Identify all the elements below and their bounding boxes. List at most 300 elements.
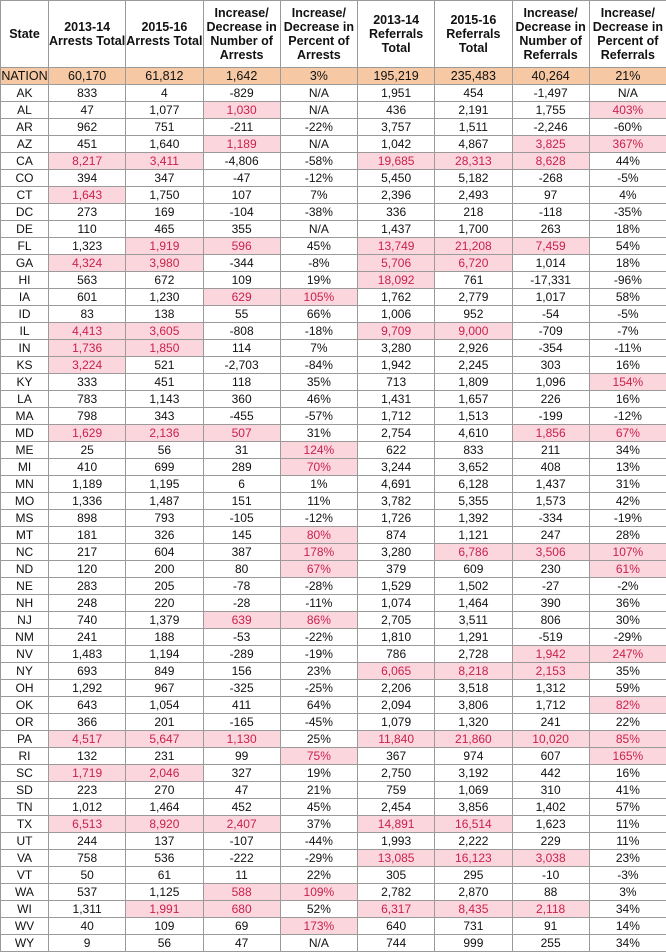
cell-arrests-2013-14: 110 <box>49 221 126 238</box>
cell-referrals-change-number: 247 <box>512 527 589 544</box>
cell-arrests-change-number: -47 <box>203 170 280 187</box>
cell-arrests-change-number: 596 <box>203 238 280 255</box>
cell-referrals-2015-16: 6,786 <box>435 544 512 561</box>
cell-referrals-2015-16: 1,502 <box>435 578 512 595</box>
cell-arrests-2013-14: 283 <box>49 578 126 595</box>
state-cell: FL <box>1 238 49 255</box>
cell-referrals-2013-14: 13,085 <box>358 850 435 867</box>
cell-arrests-2015-16: 326 <box>126 527 203 544</box>
cell-referrals-change-percent: 35% <box>589 663 666 680</box>
table-row <box>1 918 666 935</box>
cell-referrals-change-number: 1,312 <box>512 680 589 697</box>
cell-referrals-2015-16: 2,779 <box>435 289 512 306</box>
cell-referrals-2013-14: 379 <box>358 561 435 578</box>
cell-arrests-change-percent: -38% <box>280 204 357 221</box>
cell-referrals-2015-16: 2,728 <box>435 646 512 663</box>
cell-arrests-change-number: 109 <box>203 272 280 289</box>
cell-referrals-change-percent: N/A <box>589 85 666 102</box>
state-cell: OR <box>1 714 49 731</box>
cell-referrals-2015-16: 2,222 <box>435 833 512 850</box>
cell-arrests-2013-14: 181 <box>49 527 126 544</box>
cell-arrests-change-percent: 21% <box>280 782 357 799</box>
cell-referrals-2013-14: 744 <box>358 935 435 952</box>
cell-arrests-2015-16: 521 <box>126 357 203 374</box>
cell-referrals-change-number: 8,628 <box>512 153 589 170</box>
cell-arrests-2013-14: 217 <box>49 544 126 561</box>
cell-referrals-change-number: 3,506 <box>512 544 589 561</box>
state-cell: AR <box>1 119 49 136</box>
cell-referrals-change-percent: 4% <box>589 187 666 204</box>
table-row <box>1 136 666 153</box>
cell-referrals-change-number: -2,246 <box>512 119 589 136</box>
cell-referrals-change-percent: 82% <box>589 697 666 714</box>
cell-arrests-change-percent: N/A <box>280 935 357 952</box>
cell-arrests-change-percent: 80% <box>280 527 357 544</box>
cell-referrals-2013-14: 13,749 <box>358 238 435 255</box>
cell-referrals-change-percent: 11% <box>589 816 666 833</box>
cell-referrals-2015-16: 28,313 <box>435 153 512 170</box>
cell-referrals-2013-14: 1,437 <box>358 221 435 238</box>
cell-referrals-change-percent: 41% <box>589 782 666 799</box>
cell-arrests-change-number: -808 <box>203 323 280 340</box>
cell-arrests-change-percent: -28% <box>280 578 357 595</box>
cell-referrals-change-number: 1,712 <box>512 697 589 714</box>
column-header-referrals-2015-16: 2015-16 Referrals Total <box>435 1 512 68</box>
cell-referrals-2013-14: 2,750 <box>358 765 435 782</box>
cell-arrests-2013-14: 4,324 <box>49 255 126 272</box>
cell-referrals-change-percent: 85% <box>589 731 666 748</box>
column-header-arrests-2013-14: 2013-14 Arrests Total <box>49 1 126 68</box>
cell-arrests-2013-14: 120 <box>49 561 126 578</box>
cell-referrals-change-percent: 61% <box>589 561 666 578</box>
table-row <box>1 187 666 204</box>
state-cell: WV <box>1 918 49 935</box>
cell-arrests-change-number: -2,703 <box>203 357 280 374</box>
cell-referrals-change-number: 241 <box>512 714 589 731</box>
cell-referrals-2013-14: 1,942 <box>358 357 435 374</box>
state-cell: NH <box>1 595 49 612</box>
cell-arrests-change-number: 151 <box>203 493 280 510</box>
cell-arrests-2015-16: 1,464 <box>126 799 203 816</box>
cell-arrests-2015-16: 2,046 <box>126 765 203 782</box>
cell-referrals-change-number: 91 <box>512 918 589 935</box>
cell-referrals-change-percent: -5% <box>589 170 666 187</box>
cell-arrests-change-number: 289 <box>203 459 280 476</box>
cell-referrals-2015-16: 1,069 <box>435 782 512 799</box>
cell-arrests-2015-16: 1,143 <box>126 391 203 408</box>
cell-arrests-change-number: 31 <box>203 442 280 459</box>
cell-referrals-change-percent: -2% <box>589 578 666 595</box>
cell-referrals-change-number: -10 <box>512 867 589 884</box>
cell-referrals-change-percent: -7% <box>589 323 666 340</box>
cell-referrals-change-percent: 367% <box>589 136 666 153</box>
cell-referrals-change-number: 2,153 <box>512 663 589 680</box>
cell-arrests-2013-14: 366 <box>49 714 126 731</box>
cell-arrests-2015-16: 56 <box>126 935 203 952</box>
cell-arrests-change-number: -289 <box>203 646 280 663</box>
cell-arrests-change-percent: 173% <box>280 918 357 935</box>
cell-referrals-change-percent: 154% <box>589 374 666 391</box>
column-header-state: State <box>1 1 49 68</box>
cell-referrals-change-percent: 14% <box>589 918 666 935</box>
cell-referrals-2013-14: 6,065 <box>358 663 435 680</box>
cell-referrals-2013-14: 1,762 <box>358 289 435 306</box>
cell-referrals-change-number: 10,020 <box>512 731 589 748</box>
cell-referrals-change-number: 88 <box>512 884 589 901</box>
cell-referrals-2015-16: 21,208 <box>435 238 512 255</box>
cell-arrests-change-percent: 64% <box>280 697 357 714</box>
cell-arrests-2013-14: 248 <box>49 595 126 612</box>
state-cell: NC <box>1 544 49 561</box>
cell-arrests-change-number: 327 <box>203 765 280 782</box>
cell-referrals-2013-14: 2,705 <box>358 612 435 629</box>
cell-arrests-change-number: 639 <box>203 612 280 629</box>
cell-referrals-change-number: -54 <box>512 306 589 323</box>
cell-arrests-2015-16: 536 <box>126 850 203 867</box>
cell-referrals-change-percent: -35% <box>589 204 666 221</box>
cell-referrals-2013-14: 2,094 <box>358 697 435 714</box>
state-cell: HI <box>1 272 49 289</box>
cell-referrals-2015-16: 6,128 <box>435 476 512 493</box>
cell-referrals-2013-14: 1,529 <box>358 578 435 595</box>
cell-referrals-change-percent: 3% <box>589 884 666 901</box>
cell-arrests-2015-16: 1,054 <box>126 697 203 714</box>
cell-referrals-2015-16: 9,000 <box>435 323 512 340</box>
table-row <box>1 833 666 850</box>
cell-referrals-change-percent: 59% <box>589 680 666 697</box>
cell-arrests-change-percent: -12% <box>280 170 357 187</box>
cell-referrals-change-number: -17,331 <box>512 272 589 289</box>
cell-arrests-change-number: 355 <box>203 221 280 238</box>
cell-referrals-change-number: 310 <box>512 782 589 799</box>
cell-arrests-change-number: 1,642 <box>203 68 280 85</box>
cell-arrests-change-number: 588 <box>203 884 280 901</box>
cell-referrals-2013-14: 1,079 <box>358 714 435 731</box>
state-cell: WA <box>1 884 49 901</box>
table-row <box>1 748 666 765</box>
state-cell: KS <box>1 357 49 374</box>
cell-arrests-change-number: 360 <box>203 391 280 408</box>
cell-arrests-change-number: -455 <box>203 408 280 425</box>
cell-arrests-2015-16: 61 <box>126 867 203 884</box>
cell-arrests-2015-16: 1,195 <box>126 476 203 493</box>
cell-referrals-change-number: 1,402 <box>512 799 589 816</box>
cell-arrests-change-percent: -57% <box>280 408 357 425</box>
cell-referrals-2015-16: 3,511 <box>435 612 512 629</box>
cell-referrals-2013-14: 3,757 <box>358 119 435 136</box>
cell-arrests-2013-14: 394 <box>49 170 126 187</box>
state-cell: MS <box>1 510 49 527</box>
state-cell: DE <box>1 221 49 238</box>
table-row <box>1 408 666 425</box>
cell-arrests-2015-16: 849 <box>126 663 203 680</box>
cell-referrals-2015-16: 2,926 <box>435 340 512 357</box>
cell-referrals-2015-16: 8,218 <box>435 663 512 680</box>
table-row <box>1 476 666 493</box>
cell-arrests-change-number: 11 <box>203 867 280 884</box>
cell-referrals-2015-16: 16,123 <box>435 850 512 867</box>
cell-arrests-change-percent: 19% <box>280 272 357 289</box>
cell-referrals-2013-14: 3,782 <box>358 493 435 510</box>
cell-arrests-2015-16: 137 <box>126 833 203 850</box>
cell-referrals-2013-14: 1,726 <box>358 510 435 527</box>
cell-arrests-change-number: 99 <box>203 748 280 765</box>
cell-arrests-change-number: 145 <box>203 527 280 544</box>
cell-arrests-change-percent: 75% <box>280 748 357 765</box>
cell-referrals-change-number: 40,264 <box>512 68 589 85</box>
cell-referrals-2015-16: 761 <box>435 272 512 289</box>
cell-arrests-2013-14: 50 <box>49 867 126 884</box>
cell-referrals-2015-16: 5,182 <box>435 170 512 187</box>
cell-referrals-2013-14: 336 <box>358 204 435 221</box>
cell-arrests-2013-14: 1,336 <box>49 493 126 510</box>
cell-arrests-2015-16: 3,411 <box>126 153 203 170</box>
cell-arrests-2013-14: 643 <box>49 697 126 714</box>
cell-arrests-2013-14: 451 <box>49 136 126 153</box>
cell-arrests-2015-16: 201 <box>126 714 203 731</box>
cell-referrals-change-number: 390 <box>512 595 589 612</box>
cell-referrals-2015-16: 4,610 <box>435 425 512 442</box>
table-row <box>1 221 666 238</box>
cell-arrests-change-number: 114 <box>203 340 280 357</box>
cell-referrals-change-number: -519 <box>512 629 589 646</box>
cell-arrests-change-percent: -11% <box>280 595 357 612</box>
cell-referrals-2013-14: 11,840 <box>358 731 435 748</box>
cell-referrals-change-percent: -5% <box>589 306 666 323</box>
table-row <box>1 357 666 374</box>
cell-referrals-change-number: -1,497 <box>512 85 589 102</box>
cell-arrests-2015-16: 231 <box>126 748 203 765</box>
state-cell: OK <box>1 697 49 714</box>
cell-referrals-2013-14: 1,993 <box>358 833 435 850</box>
state-cell: TN <box>1 799 49 816</box>
cell-arrests-2015-16: 451 <box>126 374 203 391</box>
cell-referrals-2013-14: 367 <box>358 748 435 765</box>
cell-arrests-change-number: -107 <box>203 833 280 850</box>
cell-referrals-change-percent: 165% <box>589 748 666 765</box>
state-cell: SC <box>1 765 49 782</box>
cell-referrals-change-percent: 16% <box>589 765 666 782</box>
cell-referrals-2013-14: 5,706 <box>358 255 435 272</box>
state-cell: NATION <box>1 68 49 85</box>
cell-arrests-change-number: 680 <box>203 901 280 918</box>
column-header-referrals-change-percent: Increase/ Decrease in Percent of Referrals <box>589 1 666 68</box>
cell-referrals-change-number: 2,118 <box>512 901 589 918</box>
cell-referrals-change-percent: 247% <box>589 646 666 663</box>
cell-arrests-change-percent: 1% <box>280 476 357 493</box>
cell-referrals-2015-16: 2,245 <box>435 357 512 374</box>
cell-arrests-change-percent: 86% <box>280 612 357 629</box>
state-cell: CO <box>1 170 49 187</box>
cell-referrals-2013-14: 19,685 <box>358 153 435 170</box>
cell-referrals-change-number: 3,825 <box>512 136 589 153</box>
cell-arrests-2013-14: 4,413 <box>49 323 126 340</box>
cell-arrests-change-percent: 25% <box>280 731 357 748</box>
cell-referrals-2015-16: 1,464 <box>435 595 512 612</box>
table-row <box>1 816 666 833</box>
cell-referrals-change-number: 1,017 <box>512 289 589 306</box>
table-row <box>1 697 666 714</box>
cell-arrests-change-percent: 37% <box>280 816 357 833</box>
column-header-referrals-2013-14: 2013-14 Referrals Total <box>358 1 435 68</box>
cell-referrals-change-percent: 28% <box>589 527 666 544</box>
cell-arrests-change-percent: -22% <box>280 119 357 136</box>
cell-referrals-2013-14: 305 <box>358 867 435 884</box>
cell-arrests-2013-14: 273 <box>49 204 126 221</box>
column-header-arrests-2015-16: 2015-16 Arrests Total <box>126 1 203 68</box>
state-cell: MO <box>1 493 49 510</box>
cell-referrals-2013-14: 2,782 <box>358 884 435 901</box>
cell-referrals-change-number: 263 <box>512 221 589 238</box>
cell-arrests-2015-16: 1,750 <box>126 187 203 204</box>
cell-arrests-change-number: -105 <box>203 510 280 527</box>
cell-referrals-2015-16: 2,493 <box>435 187 512 204</box>
cell-referrals-change-number: 1,623 <box>512 816 589 833</box>
cell-arrests-2015-16: 967 <box>126 680 203 697</box>
cell-referrals-change-percent: 16% <box>589 357 666 374</box>
cell-arrests-2015-16: 1,487 <box>126 493 203 510</box>
cell-referrals-2013-14: 4,691 <box>358 476 435 493</box>
cell-referrals-change-number: -709 <box>512 323 589 340</box>
table-row <box>1 85 666 102</box>
table-row <box>1 391 666 408</box>
cell-referrals-2015-16: 609 <box>435 561 512 578</box>
cell-arrests-change-percent: -18% <box>280 323 357 340</box>
cell-arrests-change-number: 156 <box>203 663 280 680</box>
table-row <box>1 663 666 680</box>
cell-referrals-2013-14: 195,219 <box>358 68 435 85</box>
state-cell: UT <box>1 833 49 850</box>
state-cell: PA <box>1 731 49 748</box>
cell-arrests-2015-16: 56 <box>126 442 203 459</box>
table-row <box>1 782 666 799</box>
cell-arrests-change-number: 411 <box>203 697 280 714</box>
cell-arrests-change-number: 2,407 <box>203 816 280 833</box>
cell-referrals-change-percent: 44% <box>589 153 666 170</box>
cell-referrals-change-number: 1,856 <box>512 425 589 442</box>
cell-referrals-change-percent: -12% <box>589 408 666 425</box>
cell-arrests-2013-14: 1,719 <box>49 765 126 782</box>
cell-arrests-change-percent: N/A <box>280 102 357 119</box>
state-cell: OH <box>1 680 49 697</box>
cell-arrests-change-number: -78 <box>203 578 280 595</box>
cell-arrests-2013-14: 3,224 <box>49 357 126 374</box>
cell-arrests-2013-14: 241 <box>49 629 126 646</box>
cell-arrests-2013-14: 223 <box>49 782 126 799</box>
table-row <box>1 646 666 663</box>
cell-arrests-2013-14: 132 <box>49 748 126 765</box>
table-row <box>1 612 666 629</box>
table-row <box>1 901 666 918</box>
cell-arrests-2015-16: 8,920 <box>126 816 203 833</box>
table-row <box>1 561 666 578</box>
cell-referrals-2013-14: 874 <box>358 527 435 544</box>
table-row <box>1 714 666 731</box>
table-row <box>1 255 666 272</box>
cell-arrests-change-percent: -22% <box>280 629 357 646</box>
cell-arrests-2015-16: 138 <box>126 306 203 323</box>
cell-arrests-change-number: 55 <box>203 306 280 323</box>
table-row <box>1 850 666 867</box>
cell-referrals-change-percent: 34% <box>589 901 666 918</box>
cell-arrests-2015-16: 1,194 <box>126 646 203 663</box>
cell-referrals-change-number: 408 <box>512 459 589 476</box>
cell-referrals-change-percent: 21% <box>589 68 666 85</box>
cell-arrests-change-percent: -58% <box>280 153 357 170</box>
table-row <box>1 119 666 136</box>
cell-arrests-change-percent: -29% <box>280 850 357 867</box>
cell-arrests-2015-16: 61,812 <box>126 68 203 85</box>
cell-referrals-change-percent: 30% <box>589 612 666 629</box>
cell-arrests-2013-14: 333 <box>49 374 126 391</box>
cell-referrals-change-number: 255 <box>512 935 589 952</box>
cell-referrals-change-number: 1,942 <box>512 646 589 663</box>
cell-referrals-2015-16: 731 <box>435 918 512 935</box>
state-cell: SD <box>1 782 49 799</box>
state-cell: NE <box>1 578 49 595</box>
cell-referrals-change-percent: 403% <box>589 102 666 119</box>
cell-referrals-2015-16: 1,513 <box>435 408 512 425</box>
cell-referrals-change-number: -354 <box>512 340 589 357</box>
cell-arrests-change-percent: 105% <box>280 289 357 306</box>
cell-referrals-2015-16: 6,720 <box>435 255 512 272</box>
cell-arrests-2013-14: 1,323 <box>49 238 126 255</box>
cell-referrals-2015-16: 3,856 <box>435 799 512 816</box>
table-row <box>1 323 666 340</box>
cell-referrals-change-number: 1,573 <box>512 493 589 510</box>
cell-referrals-2015-16: 1,392 <box>435 510 512 527</box>
state-cell: NJ <box>1 612 49 629</box>
cell-referrals-2013-14: 6,317 <box>358 901 435 918</box>
state-cell: ND <box>1 561 49 578</box>
cell-arrests-change-number: -222 <box>203 850 280 867</box>
cell-arrests-2013-14: 833 <box>49 85 126 102</box>
cell-referrals-2013-14: 1,810 <box>358 629 435 646</box>
table-row <box>1 884 666 901</box>
state-cell: MD <box>1 425 49 442</box>
cell-arrests-2015-16: 465 <box>126 221 203 238</box>
state-cell: MA <box>1 408 49 425</box>
cell-arrests-change-number: 47 <box>203 935 280 952</box>
table-row <box>1 510 666 527</box>
cell-referrals-2013-14: 786 <box>358 646 435 663</box>
cell-referrals-2015-16: 3,652 <box>435 459 512 476</box>
cell-referrals-change-number: 1,755 <box>512 102 589 119</box>
table-row <box>1 731 666 748</box>
cell-referrals-2013-14: 2,206 <box>358 680 435 697</box>
cell-referrals-2013-14: 1,712 <box>358 408 435 425</box>
cell-referrals-2015-16: 16,514 <box>435 816 512 833</box>
cell-arrests-2013-14: 1,736 <box>49 340 126 357</box>
cell-arrests-change-percent: -45% <box>280 714 357 731</box>
state-cell: NM <box>1 629 49 646</box>
table-row <box>1 170 666 187</box>
cell-arrests-2013-14: 783 <box>49 391 126 408</box>
table-row <box>1 527 666 544</box>
cell-arrests-2015-16: 270 <box>126 782 203 799</box>
cell-arrests-2013-14: 798 <box>49 408 126 425</box>
cell-referrals-change-number: 226 <box>512 391 589 408</box>
cell-arrests-change-percent: 35% <box>280 374 357 391</box>
cell-arrests-2013-14: 537 <box>49 884 126 901</box>
cell-arrests-change-percent: 178% <box>280 544 357 561</box>
cell-referrals-change-percent: -96% <box>589 272 666 289</box>
cell-arrests-change-percent: -8% <box>280 255 357 272</box>
cell-arrests-2013-14: 83 <box>49 306 126 323</box>
cell-arrests-2013-14: 1,012 <box>49 799 126 816</box>
cell-referrals-2015-16: 2,191 <box>435 102 512 119</box>
cell-referrals-change-percent: 11% <box>589 833 666 850</box>
